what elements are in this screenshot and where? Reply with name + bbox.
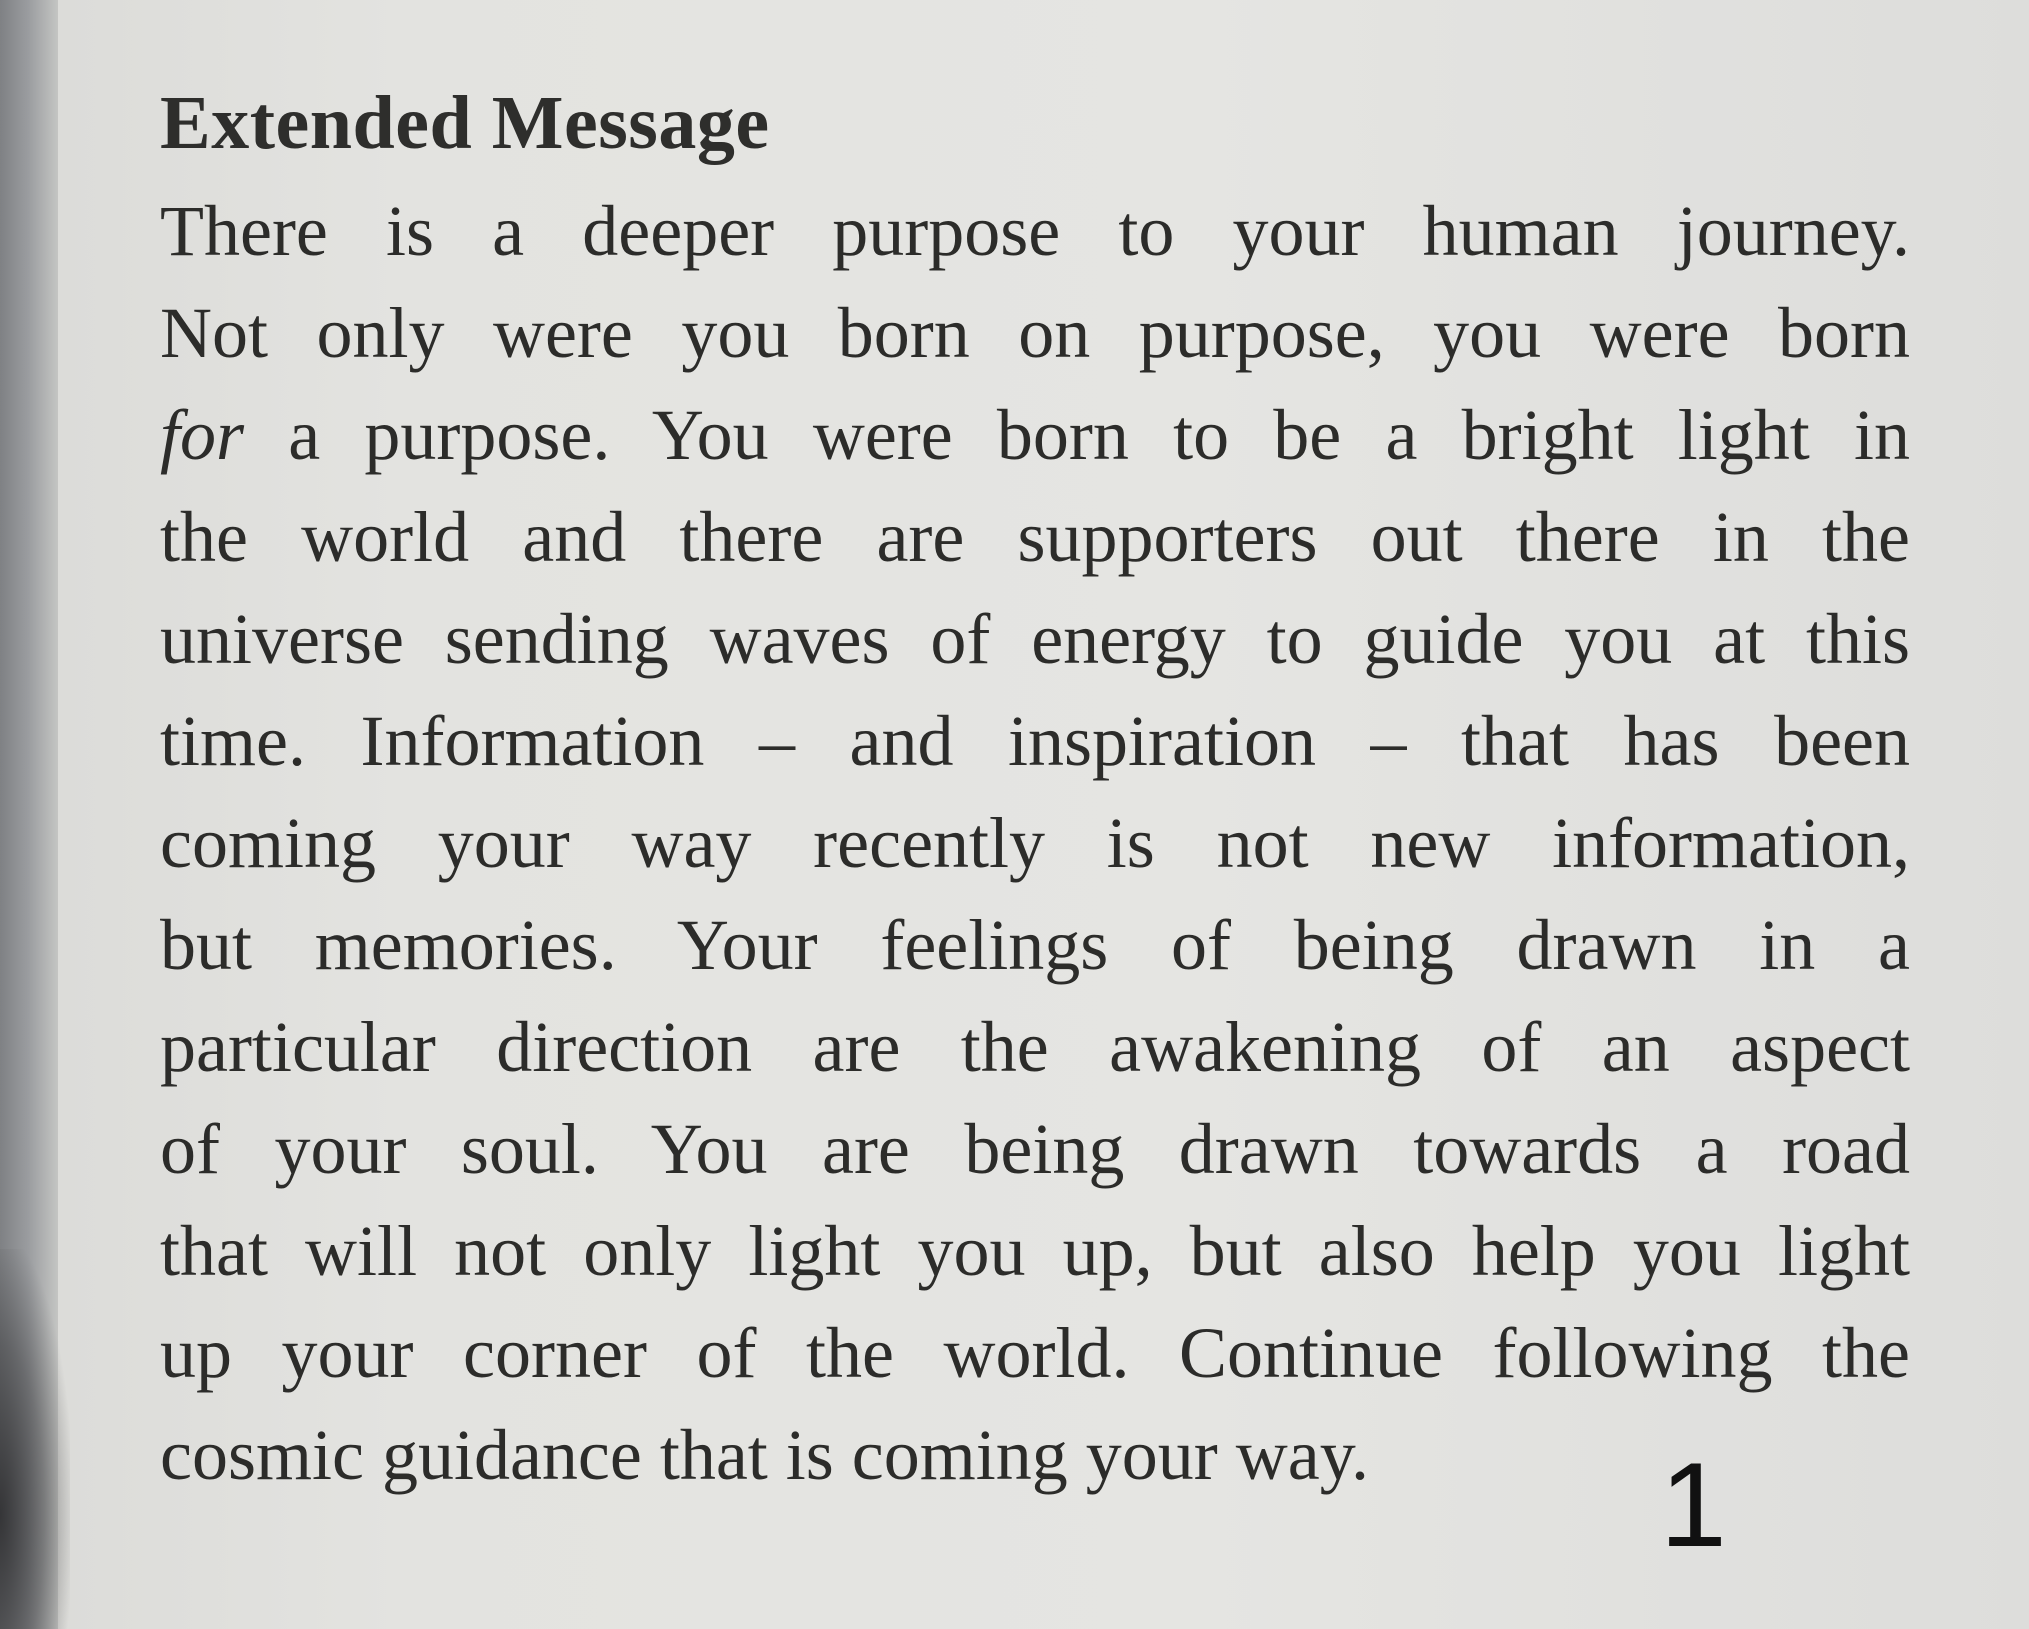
finger-shadow bbox=[0, 1249, 70, 1629]
body-line-rest: a purpose. You were born to be a bright light in bbox=[244, 395, 1910, 475]
page-number: 1 bbox=[1660, 1438, 1727, 1572]
body-line: cosmic guidance that is coming your way. bbox=[160, 1415, 1370, 1495]
body-line: Not only were you born on purpose, you were born bbox=[160, 293, 1910, 373]
body-line: universe sending waves of energy to guide you at this bbox=[160, 599, 1910, 679]
body-line: There is a deeper purpose to your human journey. bbox=[160, 191, 1910, 271]
emphasis-word: for bbox=[160, 395, 245, 475]
body-line: coming your way recently is not new information, bbox=[160, 803, 1910, 883]
body-line: that will not only light you up, but also help you light bbox=[160, 1211, 1910, 1291]
body-line: time. Information – and inspiration – that has been bbox=[160, 701, 1910, 781]
section-heading: Extended Message bbox=[160, 81, 770, 165]
body-line: particular direction are the awakening of an aspect bbox=[160, 1007, 1910, 1087]
body-line: the world and there are supporters out there in the bbox=[160, 497, 1910, 577]
body-line: of your soul. You are being drawn towards a road bbox=[160, 1109, 1910, 1189]
body-line: but memories. Your feelings of being drawn in a bbox=[160, 905, 1910, 985]
body-paragraph bbox=[160, 180, 1910, 1506]
body-line: up your corner of the world. Continue following the bbox=[160, 1313, 1910, 1393]
text-block bbox=[160, 78, 1910, 1506]
body-line bbox=[160, 384, 1910, 486]
